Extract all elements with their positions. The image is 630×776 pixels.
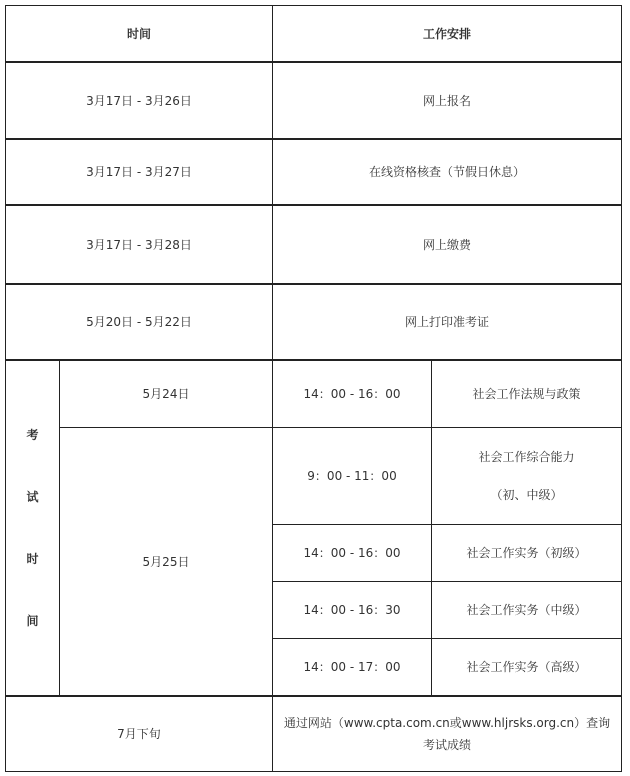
results-date: 7月下旬 — [117, 727, 161, 741]
exam-day-1: 5月24日 — [142, 387, 190, 401]
row-date: 5月20日 - 5月22日 — [86, 315, 192, 329]
exam-label-char: 试 — [26, 490, 39, 504]
session-subject: 社会工作实务（初级） — [466, 546, 587, 560]
session-subject: 社会工作实务（中级） — [466, 603, 587, 617]
exam-time-label — [6, 361, 59, 695]
session-time: 14：00 - 16：00 — [303, 546, 401, 560]
session-time: 14：00 - 16：00 — [303, 387, 401, 401]
row-task: 在线资格核查（节假日休息） — [368, 165, 525, 179]
results-text: 通过网站（www.cpta.com.cn或www.hljrsks.org.cn）查询考试成绩 — [283, 716, 611, 752]
session-subject-line1: 社会工作综合能力 — [478, 450, 575, 464]
exam-label-char: 间 — [26, 614, 39, 628]
exam-label-char: 时 — [26, 552, 39, 566]
header-work: 工作安排 — [422, 26, 471, 41]
row-date: 3月17日 - 3月27日 — [86, 165, 192, 179]
session-time: 14：00 - 16：30 — [303, 603, 401, 617]
row-task: 网上缴费 — [422, 237, 471, 252]
exam-label-char: 考 — [26, 428, 39, 442]
session-subject-line2: （初、中级） — [490, 488, 563, 502]
row-date: 3月17日 - 3月28日 — [86, 237, 192, 252]
session-subject: 社会工作实务（高级） — [466, 660, 587, 674]
session-subject — [432, 428, 621, 524]
exam-day-2: 5月25日 — [142, 554, 190, 569]
session-subject: 社会工作法规与政策 — [472, 387, 581, 401]
row-task: 网上报名 — [422, 93, 471, 108]
header-time: 时间 — [126, 26, 151, 41]
session-time: 14：00 - 17：00 — [303, 660, 401, 674]
row-date: 3月17日 - 3月26日 — [86, 93, 192, 108]
session-time: 9：00 - 11：00 — [307, 469, 397, 483]
row-task: 网上打印准考证 — [404, 315, 489, 329]
